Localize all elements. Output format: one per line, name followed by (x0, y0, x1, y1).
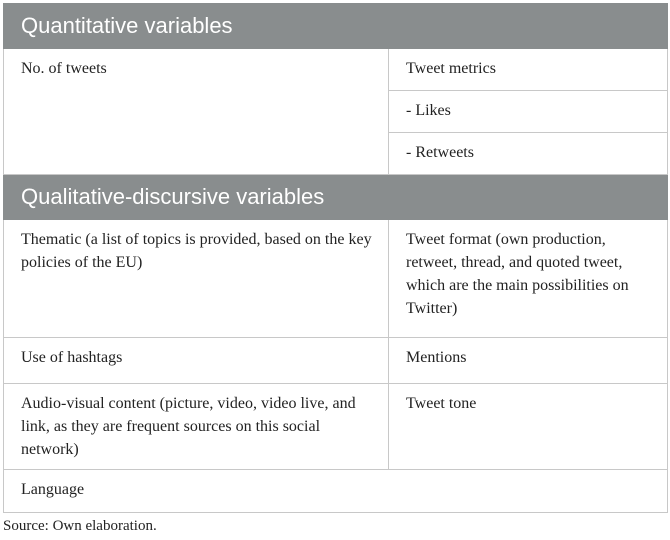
likes-cell: - Likes (389, 91, 668, 133)
table-row (4, 384, 668, 470)
table-row (4, 338, 668, 384)
variables-table (3, 3, 668, 513)
no-of-tweets-cell: No. of tweets (4, 49, 389, 175)
tweet-tone-cell: Tweet tone (389, 384, 668, 470)
thematic-cell: Thematic (a list of topics is provided, based on the key policies of the EU) (4, 220, 389, 338)
audio-visual-cell: Audio-visual content (picture, video, video live, and link, as they are frequent sources on this social network) (4, 384, 389, 470)
tweet-format-cell: Tweet format (own production, retweet, thread, and quoted tweet, which are the main possibilities on Twitter) (389, 220, 668, 338)
section-header-row (4, 4, 668, 49)
table-row (4, 470, 668, 513)
tweet-metrics-cell: Tweet metrics (389, 49, 668, 91)
language-cell: Language (4, 470, 668, 513)
mentions-cell: Mentions (389, 338, 668, 384)
quantitative-variables-header: Quantitative variables (4, 4, 668, 49)
table-row (4, 220, 668, 338)
retweets-cell: - Retweets (389, 133, 668, 175)
source-note: Source: Own elaboration. (3, 518, 157, 534)
use-of-hashtags-cell: Use of hashtags (4, 338, 389, 384)
section-header-row (4, 175, 668, 220)
table-row (4, 49, 668, 91)
qualitative-variables-header: Qualitative-discursive variables (4, 175, 668, 220)
